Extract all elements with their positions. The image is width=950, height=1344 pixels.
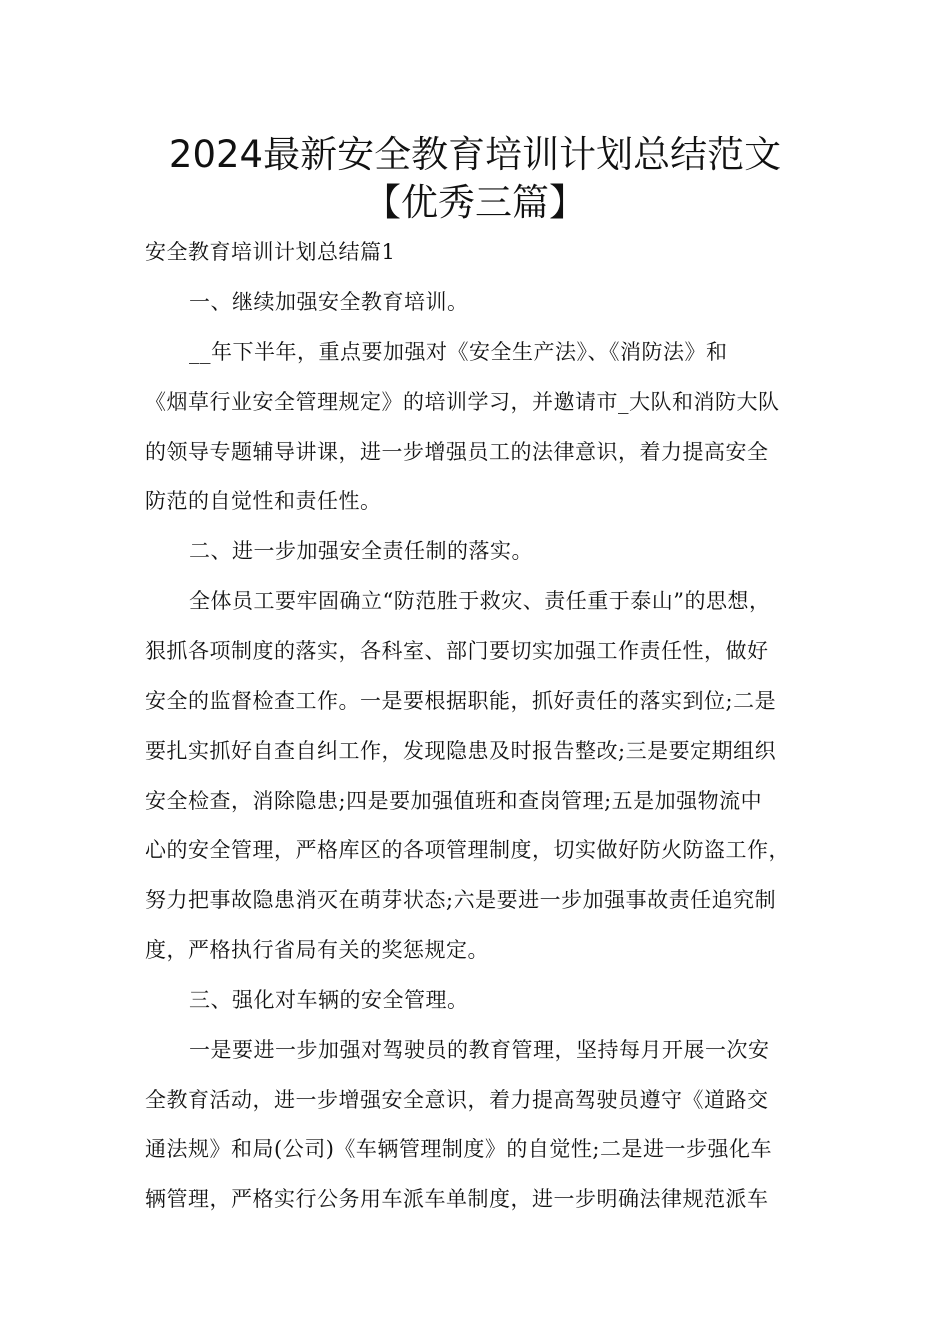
paragraph-line: __年下半年，重点要加强对《安全生产法》、《消防法》和 (189, 340, 728, 364)
paragraph-line: 度，严格执行省局有关的奖惩规定。 (145, 938, 489, 962)
paragraph-line: 一是要进一步加强对驾驶员的教育管理，坚持每月开展一次安 (189, 1038, 770, 1062)
paragraph-line: 通法规》和局(公司)《车辆管理制度》的自觉性;二是进一步强化车 (145, 1137, 772, 1161)
paragraph-line: 全教育活动，进一步增强安全意识，着力提高驾驶员遵守《道路交 (145, 1088, 769, 1112)
heading-1: 一、继续加强安全教育培训。 (189, 290, 469, 314)
paragraph-line: 努力把事故隐患消灭在萌芽状态;六是要进一步加强事故责任追究制 (145, 888, 777, 912)
document-title-line-2: 【优秀三篇】 (364, 181, 586, 224)
paragraph-line: 辆管理，严格实行公务用车派车单制度，进一步明确法律规范派车 (145, 1187, 769, 1211)
paragraph-line: 《烟草行业安全管理规定》的培训学习，并邀请市_大队和消防大队 (145, 390, 780, 414)
paragraph-line: 全体员工要牢固确立“防范胜于救灾、责任重于泰山”的思想， (189, 589, 771, 613)
document-title-line-1: 2024最新安全教育培训计划总结范文 (168, 133, 782, 176)
paragraph-line: 安全的监督检查工作。一是要根据职能，抓好责任的落实到位;二是 (145, 689, 777, 713)
paragraph-line: 要扎实抓好自查自纠工作，发现隐患及时报告整改;三是要定期组织 (145, 739, 777, 763)
paragraph-line: 防范的自觉性和责任性。 (145, 489, 382, 513)
paragraph-line: 心的安全管理，严格库区的各项管理制度，切实做好防火防盗工作， (145, 838, 790, 862)
heading-2: 二、进一步加强安全责任制的落实。 (189, 539, 533, 563)
section-heading: 安全教育培训计划总结篇1 (145, 240, 396, 264)
heading-3: 三、强化对车辆的安全管理。 (189, 988, 469, 1012)
paragraph-line: 狠抓各项制度的落实，各科室、部门要切实加强工作责任性，做好 (145, 639, 769, 663)
paragraph-line: 安全检查，消除隐患;四是要加强值班和查岗管理;五是加强物流中 (145, 789, 763, 813)
paragraph-line: 的领导专题辅导讲课，进一步增强员工的法律意识，着力提高安全 (145, 440, 769, 464)
